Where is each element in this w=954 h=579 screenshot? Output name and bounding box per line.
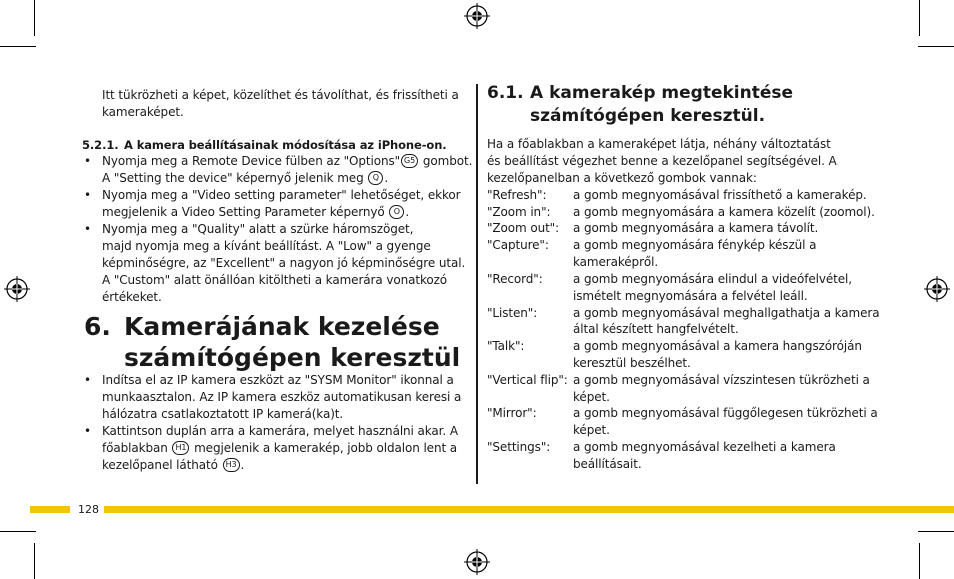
intro-text: Itt tükrözheti a képet, közelíthet és távolíthat, és frissítheti a: [102, 88, 459, 102]
section-title: számítógépen keresztül: [124, 343, 461, 372]
term-label: "Mirror":: [487, 406, 537, 420]
crop-mark: [919, 543, 920, 579]
registration-target-icon: [464, 549, 490, 575]
sub-heading-number: 5.2.1.: [82, 138, 119, 152]
intro-text: és beállítást végezhet benne a kezelőpanel segítségével. A: [487, 154, 837, 168]
term-label: "Record":: [487, 272, 543, 286]
term-label: "Refresh":: [487, 188, 547, 202]
term-description: a gomb megnyomásával kezelheti a kamera: [573, 440, 836, 454]
section-title: számítógépen keresztül.: [530, 106, 766, 126]
term-description: a gomb megnyomására elindul a videófelvétel,: [573, 272, 852, 286]
registration-target-icon: [924, 276, 950, 302]
crop-mark: [0, 46, 36, 47]
list-item: Nyomja meg a "Video setting parameter" lehetőséget, ekkor: [102, 188, 461, 202]
intro-text: kameraképet.: [102, 105, 184, 119]
bullet-icon: •: [84, 154, 92, 168]
registration-target-icon: [4, 276, 30, 302]
list-item: értékeket.: [102, 290, 162, 304]
term-label: "Listen":: [487, 306, 538, 320]
term-description: a gomb megnyomására a kamera közelít (zoomol).: [573, 205, 875, 219]
term-label: "Zoom in":: [487, 205, 551, 219]
crop-mark: [919, 0, 920, 36]
section-title: Kamerájának kezelése: [124, 312, 440, 341]
list-item: munkaasztalon. Az IP kamera eszköz automatikusan keresi a: [102, 390, 462, 404]
crop-mark: [918, 531, 954, 532]
section-number: 6.1.: [487, 83, 524, 103]
crop-mark: [0, 531, 36, 532]
screen-reference-badge: Q: [368, 171, 383, 185]
term-description: által készített hangfelvételt.: [573, 322, 739, 336]
list-item: Indítsa el az IP kamera eszközt az "SYSM Monitor" ikonnal a: [102, 373, 454, 387]
term-description: a gomb megnyomásával meghallgathatja a kamera: [573, 306, 880, 320]
screen-reference-badge: H1: [172, 441, 189, 455]
footer-accent-bar: [30, 506, 70, 513]
screen-reference-badge: H3: [223, 458, 240, 472]
term-description: a gomb megnyomásával vízszintesen tükrözheti a: [573, 373, 870, 387]
crop-mark: [34, 0, 35, 36]
list-item: kezelőpanel látható H3 .: [102, 458, 245, 472]
bullet-icon: •: [84, 188, 92, 202]
term-description: a gomb megnyomásával függőlegesen tükrözheti a: [573, 406, 878, 420]
intro-text: Ha a főablakban a kameraképet látja, néhány változtatást: [487, 137, 831, 151]
list-item: majd nyomja meg a kívánt beállítást. A "Low" a gyenge: [102, 239, 431, 253]
term-description: beállításait.: [573, 457, 642, 471]
term-label: "Settings":: [487, 440, 551, 454]
list-item: képminőségre, az "Excellent" a nagyon jó képminőségre utal.: [102, 256, 466, 270]
list-item: Nyomja meg a Remote Device fülben az "Options" G5 gombot.: [102, 154, 473, 168]
bullet-icon: •: [84, 424, 92, 438]
registration-target-icon: [464, 3, 490, 29]
term-description: kameraképről.: [573, 255, 659, 269]
section-title: A kamerakép megtekintése: [530, 83, 794, 103]
term-description: a gomb megnyomásával frissíthető a kamerakép.: [573, 188, 867, 202]
footer-accent-bar: [104, 506, 954, 513]
screen-reference-badge: O: [389, 205, 404, 219]
list-item: Kattintson duplán arra a kamerára, melyet használni akar. A: [102, 424, 458, 438]
term-label: "Talk":: [487, 339, 525, 353]
list-item: főablakban H1 megjelenik a kamerakép, jobb oldalon lent a: [102, 441, 458, 455]
intro-text: kezelőpanelban a következő gombok vannak:: [487, 171, 757, 185]
term-description: a gomb megnyomásával a kamera hangszóróján: [573, 339, 862, 353]
term-label: "Zoom out":: [487, 221, 560, 235]
term-description: képet.: [573, 390, 610, 404]
screen-reference-badge: G5: [401, 154, 418, 168]
term-label: "Capture":: [487, 238, 549, 252]
term-description: képet.: [573, 423, 610, 437]
term-description: a gomb megnyomására a kamera távolít.: [573, 221, 819, 235]
list-item: A "Setting the device" képernyő jelenik meg Q .: [102, 171, 389, 185]
page-number: 128: [78, 503, 99, 516]
term-label: "Vertical flip":: [487, 373, 568, 387]
section-number: 6.: [84, 312, 111, 341]
bullet-icon: •: [84, 222, 92, 236]
crop-mark: [918, 46, 954, 47]
term-description: a gomb megnyomására fénykép készül a: [573, 238, 817, 252]
sub-heading: A kamera beállításainak módosítása az iPhone-on.: [124, 138, 447, 152]
bullet-icon: •: [84, 373, 92, 387]
list-item: megjelenik a Video Setting Parameter képernyő O .: [102, 205, 410, 219]
term-description: ismételt megnyomására a felvétel leáll.: [573, 289, 808, 303]
list-item: Nyomja meg a "Quality" alatt a szürke háromszöget,: [102, 222, 414, 236]
list-item: A "Custom" alatt önállóan kitöltheti a kamerára vonatkozó: [102, 273, 448, 287]
list-item: hálózatra csatlakoztatott IP kamerá(ka)t.: [102, 407, 344, 421]
crop-mark: [34, 543, 35, 579]
column-divider: [476, 84, 478, 484]
term-description: keresztül beszélhet.: [573, 356, 691, 370]
